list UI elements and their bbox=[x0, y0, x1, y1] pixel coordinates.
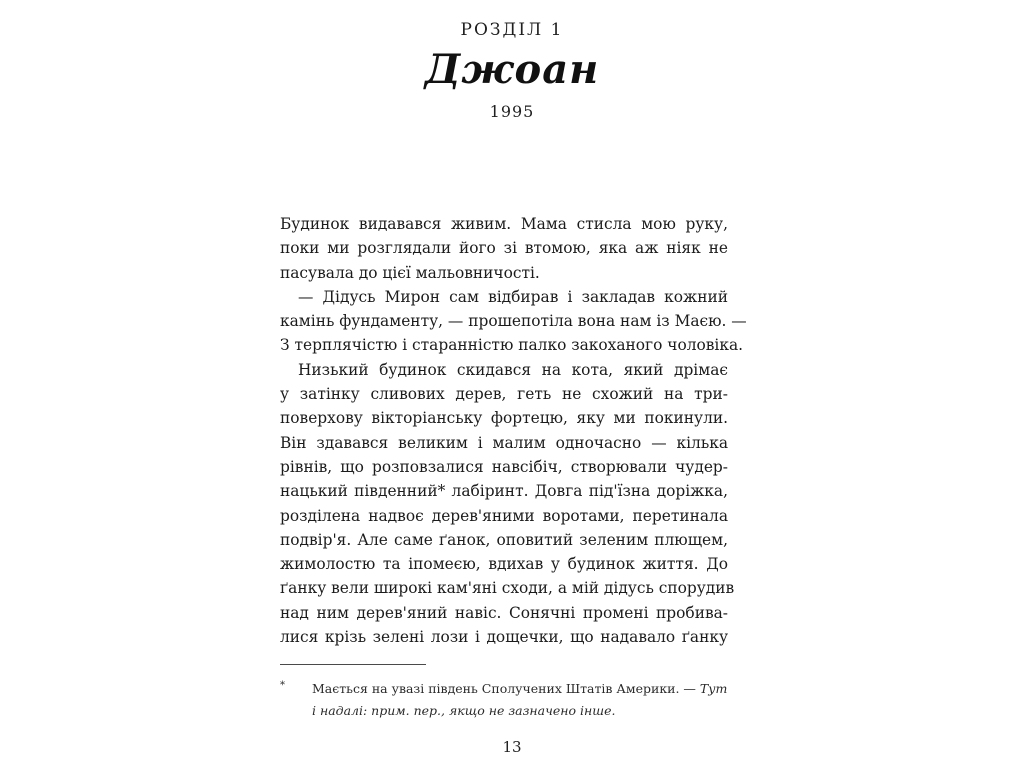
text-line: нацький південний* лабіринт. Довга під'їзна доріжка, bbox=[280, 482, 728, 501]
text-line: жимолостю та іпомеєю, вдихав у будинок життя. До bbox=[280, 555, 728, 574]
text-line: подвір'я. Але саме ґанок, оповитий зеленим плющем, bbox=[280, 530, 728, 549]
chapter-label: РОЗДІЛ 1 bbox=[460, 20, 564, 40]
text-line: розділена надвоє дерев'яними воротами, перетинала bbox=[280, 506, 728, 525]
text-line: Будинок видавався живим. Мама стисла мою руку, bbox=[280, 215, 728, 233]
page-number: 13 bbox=[502, 738, 522, 756]
body-text bbox=[280, 212, 747, 649]
text-line: лися крізь зелені лози і дощечки, що надавало ґанку bbox=[280, 628, 728, 647]
text-line: Він здавався великим і малим одночасно — кілька bbox=[280, 433, 728, 452]
text-line: поверхову вікторіанську фортецю, яку ми покинули. bbox=[280, 409, 728, 428]
footnote-text-italic: Тут bbox=[699, 681, 728, 696]
text-line: рівнів, що розповзалися навсібіч, створювали чудер- bbox=[280, 457, 728, 476]
text-line: камінь фундаменту, — прошепотіла вона нам із Маєю. — bbox=[280, 312, 747, 331]
text-line: ґанку вели широкі кам'яні сходи, а мій дідусь спорудив bbox=[280, 579, 735, 598]
text-line: у затінку сливових дерев, геть не схожий на три- bbox=[280, 385, 728, 404]
chapter-year: 1995 bbox=[489, 102, 535, 121]
footnote-marker: * bbox=[280, 680, 285, 691]
footnote-text: Мається на увазі південь Сполучених Штатів Америки. — bbox=[312, 681, 700, 696]
chapter-title: Джоан bbox=[424, 46, 600, 93]
footnote bbox=[280, 678, 728, 722]
footnote-text-line2: і надалі: прим. пер., якщо не зазначено інше. bbox=[312, 703, 616, 718]
text-line: над ним дерев'яний навіс. Сонячні промені пробива- bbox=[280, 603, 728, 622]
footnote-divider bbox=[280, 664, 426, 665]
text-line: поки ми розглядали його зі втомою, яка аж ніяк не bbox=[280, 239, 728, 258]
text-line: — Дідусь Мирон сам відбирав і закладав кожний bbox=[298, 287, 728, 306]
text-line: пасувала до цієї мальовничості. bbox=[280, 263, 540, 282]
text-line: Низький будинок скидався на кота, який дрімає bbox=[298, 360, 728, 379]
text-line: З терплячістю і старанністю палко закоханого чоловіка. bbox=[280, 336, 744, 355]
